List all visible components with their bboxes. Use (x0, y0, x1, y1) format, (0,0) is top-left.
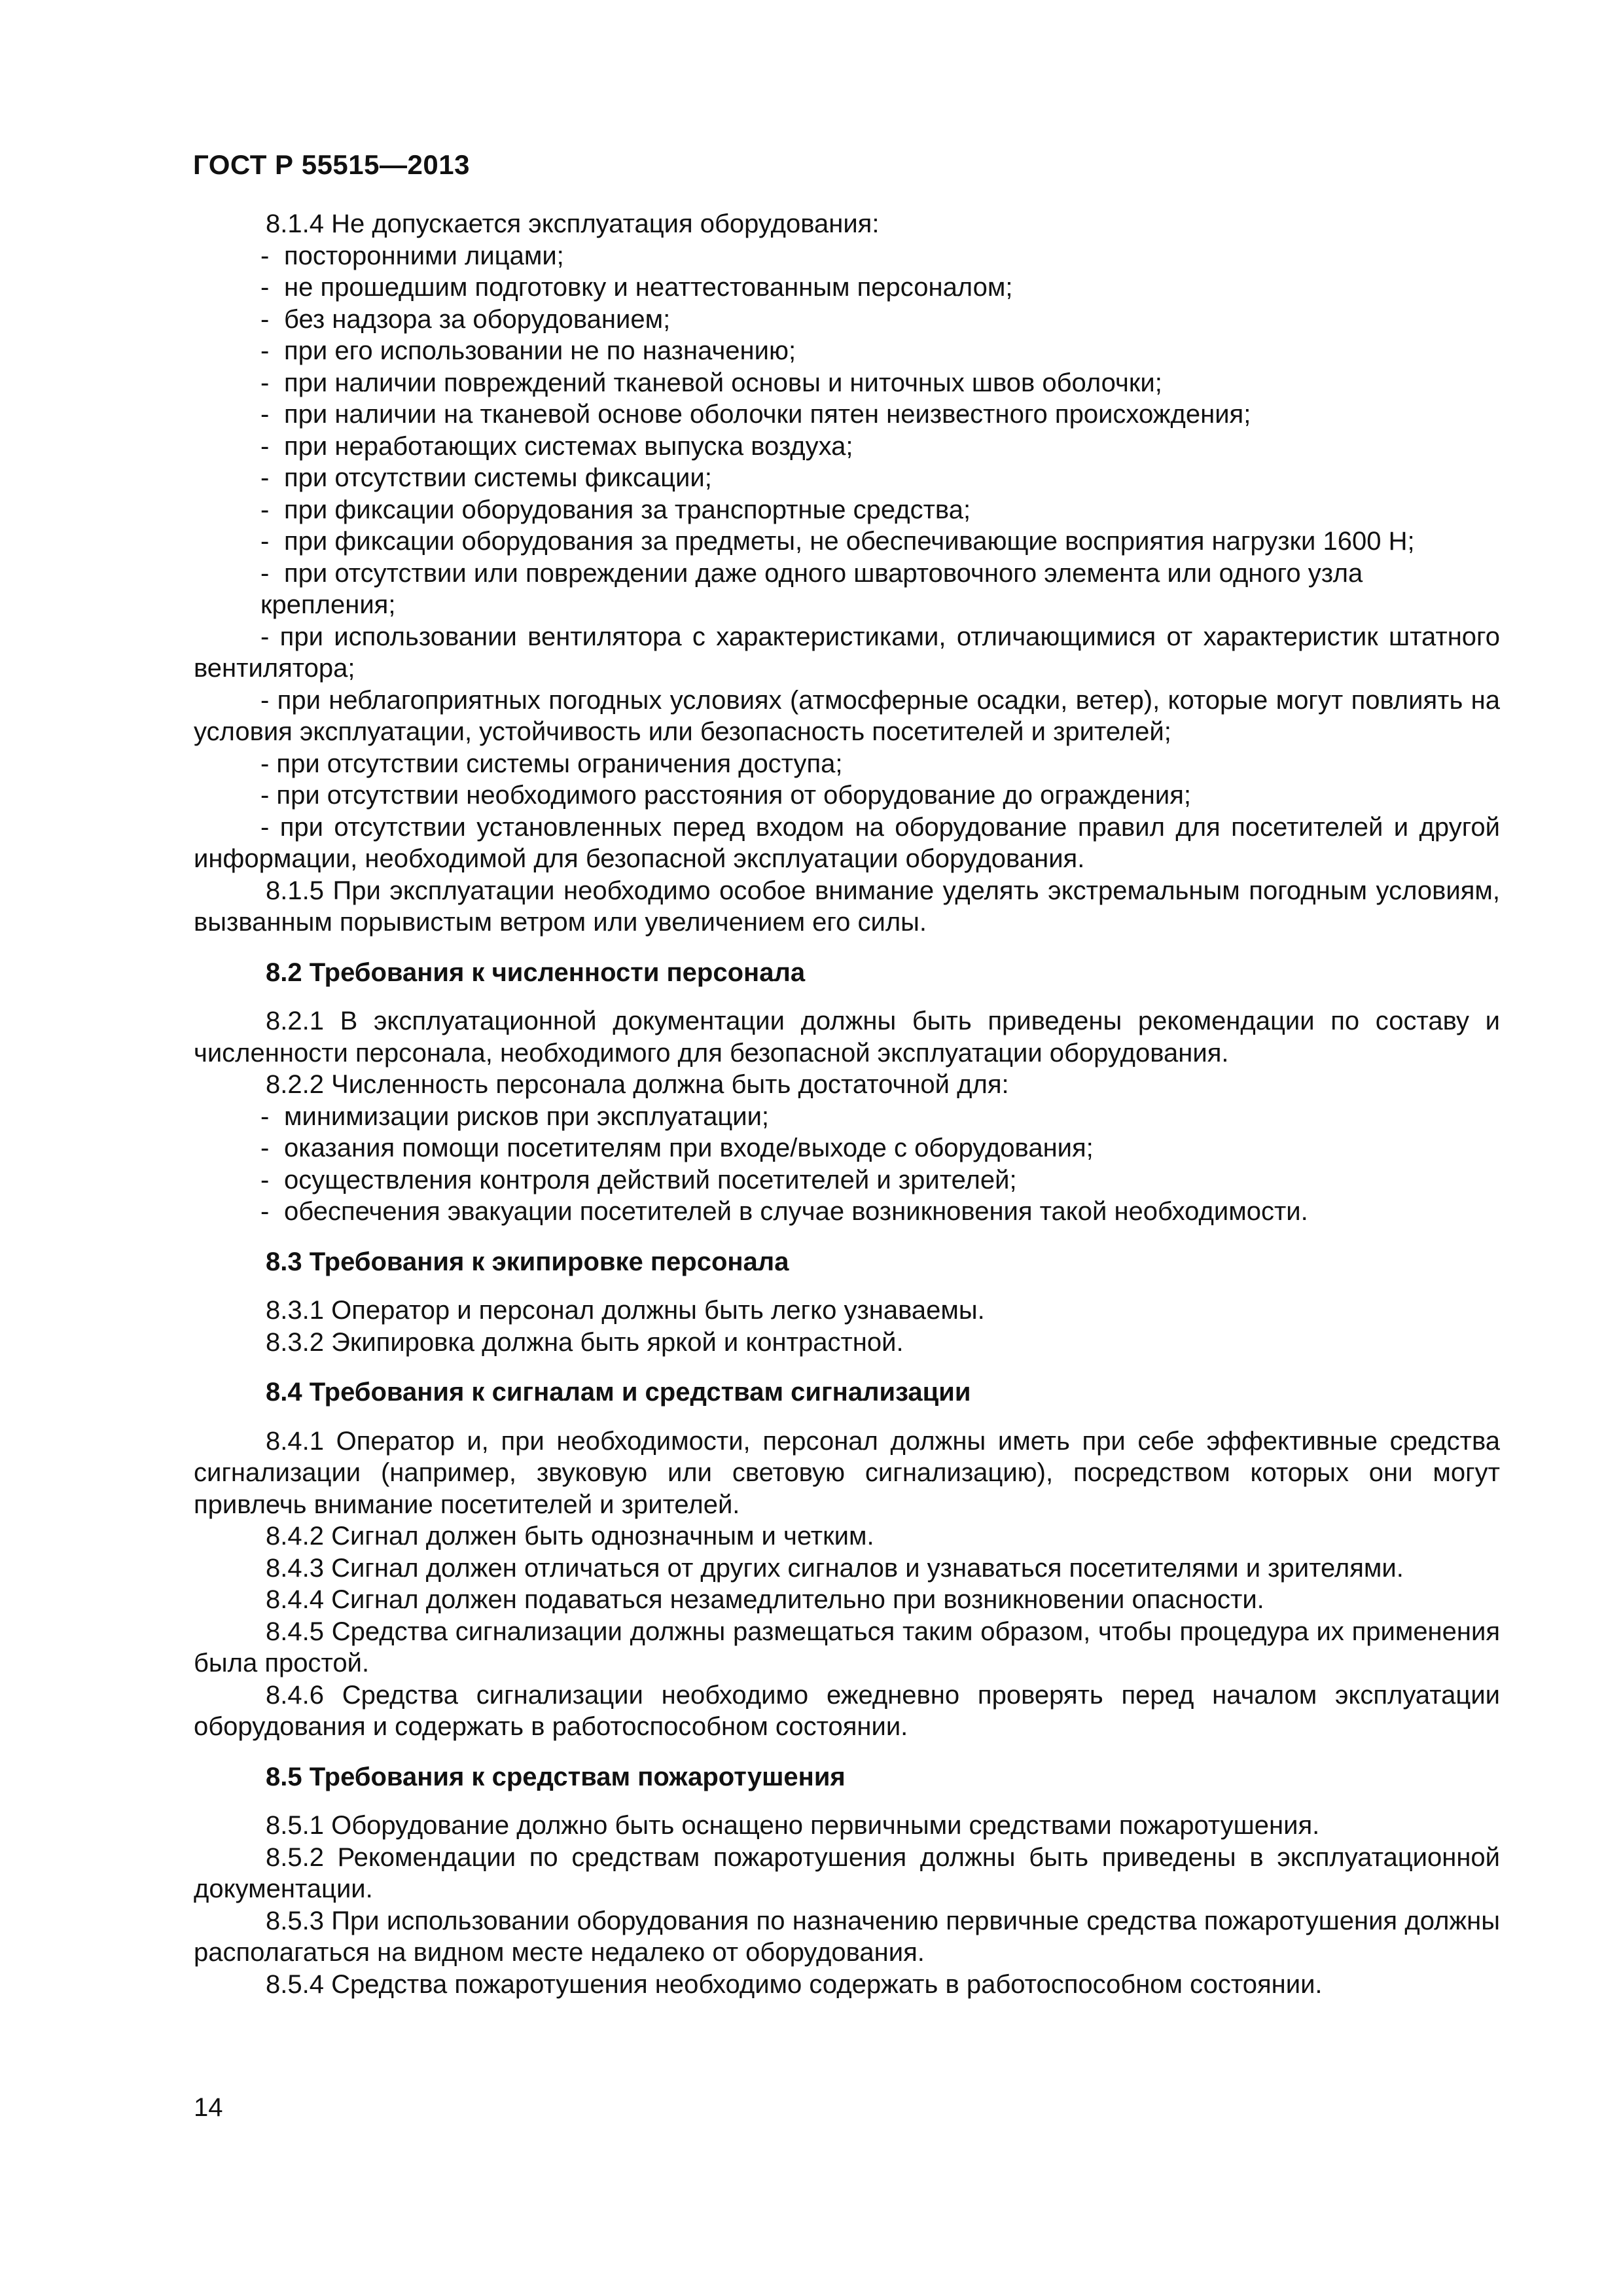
clause-8-4-6: 8.4.6 Средства сигнализации необходимо ежедневно проверять перед началом эксплуатации оборудования и содержать в работоспособном состоянии. (194, 1680, 1500, 1741)
clause-8-5-3: 8.5.3 При использовании оборудования по назначению первичные средства пожаротушения должны располагаться на видном месте недалеко от оборудования. (194, 1906, 1500, 1967)
clause-8-1-5: 8.1.5 При эксплуатации необходимо особое внимание уделять экстремальным погодным условиям, вызванным порывистым ветром или увеличением его силы. (194, 876, 1500, 937)
section-heading-8-4: 8.4 Требования к сигналам и средствам сигнализации (266, 1378, 971, 1407)
list-item: - при его использовании не по назначению; (260, 336, 796, 365)
section-heading-8-3: 8.3 Требования к экипировке персонала (266, 1247, 789, 1276)
clause-8-1-4-list (194, 240, 1500, 875)
list-item: - при отсутствии установленных перед входом на оборудование правил для посетителей и другой информации, необходимой для безопасной эксплуатации оборудования. (194, 812, 1500, 873)
clause-8-2-2: 8.2.2 Численность персонала должна быть достаточной для: (266, 1070, 1009, 1099)
list-item: - при наличии повреждений тканевой основы и ниточных швов оболочки; (260, 368, 1162, 397)
list-item: - без надзора за оборудованием; (260, 304, 671, 334)
list-item: - оказания помощи посетителям при входе/выходе с оборудования; (260, 1134, 1094, 1162)
list-item: - при отсутствии системы фиксации; (260, 463, 712, 492)
clause-8-2-1: 8.2.1 В эксплуатационной документации должны быть приведены рекомендации по составу и численности персонала, необходимого для безопасной эксплуатации оборудования. (194, 1007, 1500, 1067)
section-heading-8-5: 8.5 Требования к средствам пожаротушения (266, 1762, 846, 1791)
list-item: - при фиксации оборудования за предметы, не обеспечивающие восприятия нагрузки 1600 Н; (260, 527, 1415, 556)
list-item: - при отсутствии или повреждении даже одного швартовочного элемента или одного узла крепления; (260, 558, 1363, 619)
list-item: - при наличии на тканевой основе оболочки пятен неизвестного происхождения; (260, 400, 1251, 429)
clause-8-5-2: 8.5.2 Рекомендации по средствам пожаротушения должны быть приведены в эксплуатационной документации. (194, 1842, 1500, 1903)
clause-8-3-1: 8.3.1 Оператор и персонал должны быть легко узнаваемы. (266, 1296, 985, 1325)
clause-8-4-4: 8.4.4 Сигнал должен подаваться незамедлительно при возникновении опасности. (266, 1585, 1264, 1614)
list-item: - минимизации рисков при эксплуатации; (260, 1102, 770, 1131)
list-item: - обеспечения эвакуации посетителей в случае возникновения такой необходимости. (260, 1197, 1308, 1226)
clause-8-4-1: 8.4.1 Оператор и, при необходимости, персонал должны иметь при себе эффективные средства сигнализации (например, звуковую или световую сигнализацию), посредством которых они могут привлечь внимание посетителей и зрителей. (194, 1426, 1500, 1519)
clause-8-4-3: 8.4.3 Сигнал должен отличаться от других сигналов и узнаваться посетителями и зрителями. (266, 1553, 1404, 1583)
list-item: - при отсутствии необходимого расстояния от оборудование до ограждения; (260, 781, 1192, 810)
list-item: - при неработающих системах выпуска воздуха; (260, 431, 853, 461)
clause-8-3-2: 8.3.2 Экипировка должна быть яркой и контрастной. (266, 1327, 904, 1357)
list-item: - при фиксации оборудования за транспортные средства; (260, 495, 971, 524)
list-item: - не прошедшим подготовку и неаттестованным персоналом; (260, 273, 1013, 302)
list-item: - посторонними лицами; (260, 241, 564, 270)
clause-8-4-2: 8.4.2 Сигнал должен быть однозначным и четким. (266, 1522, 874, 1551)
list-item: - осуществления контроля действий посетителей и зрителей; (260, 1165, 1017, 1194)
clause-8-1-4-intro: 8.1.4 Не допускается эксплуатация оборудования: (266, 209, 880, 238)
document-header: ГОСТ Р 55515—2013 (193, 149, 470, 180)
clause-8-5-4: 8.5.4 Средства пожаротушения необходимо содержать в работоспособном состоянии. (266, 1969, 1323, 1999)
list-item: - при неблагоприятных погодных условиях (атмосферные осадки, ветер), которые могут повлиять на условия эксплуатации, устойчивость или безопасность посетителей и зрителей; (194, 685, 1500, 746)
page-number: 14 (194, 2093, 223, 2122)
clause-8-5-1: 8.5.1 Оборудование должно быть оснащено первичными средствами пожаротушения. (266, 1811, 1320, 1840)
section-heading-8-2: 8.2 Требования к численности персонала (266, 958, 806, 987)
clause-8-4-5: 8.4.5 Средства сигнализации должны размещаться таким образом, чтобы процедура их применения была простой. (194, 1617, 1500, 1677)
document-body (194, 208, 1500, 2000)
list-item: - при отсутствии системы ограничения доступа; (260, 749, 843, 778)
list-item: - при использовании вентилятора с характеристиками, отличающимися от характеристик штатного вентилятора; (194, 622, 1500, 683)
